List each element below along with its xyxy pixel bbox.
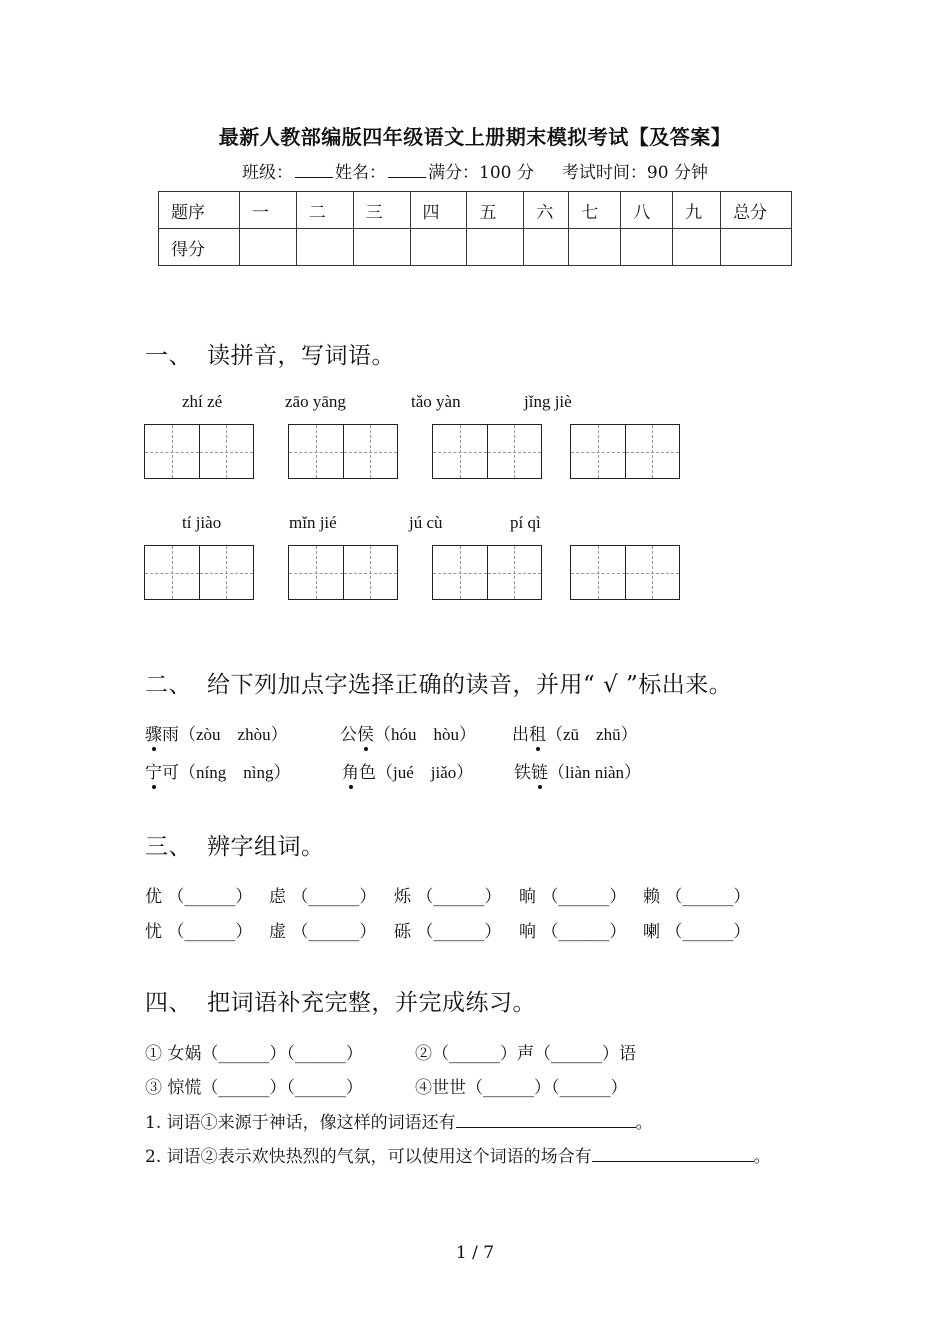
section-number: 四、 (145, 990, 192, 1016)
pinyin-label: zāo yāng (285, 392, 346, 411)
reading-item: 出租（zū zhū） (512, 720, 638, 745)
writing-grid[interactable] (570, 424, 680, 479)
reading-item: 宁可（níng nìng） (145, 758, 290, 783)
score-cell[interactable] (673, 229, 721, 266)
exam-info (0, 158, 950, 183)
word-item[interactable]: 优 （______） (145, 887, 253, 907)
score-cell[interactable] (569, 229, 621, 266)
header-cell: 三 (353, 192, 410, 229)
pinyin-label: mǐn jié (289, 513, 337, 532)
pinyin-label: tí jiào (182, 513, 222, 532)
dotted-char: 侯 (357, 720, 374, 745)
word-item[interactable]: 砾 （______） (394, 922, 502, 942)
reading-item: 公侯（hóu hòu） (340, 720, 476, 745)
word-item[interactable]: 虚 （______） (269, 922, 377, 942)
word-item[interactable]: 虑 （______） (269, 887, 377, 907)
dotted-char: 宁 (145, 758, 162, 783)
exam-time: 考试时间：90 分钟 (561, 163, 708, 183)
score-cell[interactable] (296, 229, 353, 266)
reading-item: 角色（jué jiǎo） (342, 758, 473, 783)
score-cell[interactable] (621, 229, 673, 266)
pinyin-label: jú cù (409, 513, 443, 532)
writing-grid[interactable] (432, 545, 542, 600)
score-cell[interactable] (467, 229, 524, 266)
pinyin-label: zhí zé (182, 392, 223, 411)
pronunciation-options[interactable]: （jué jiǎo） (376, 763, 474, 782)
header-cell: 六 (524, 192, 569, 229)
dotted-char: 链 (531, 758, 548, 783)
score-cell[interactable] (410, 229, 467, 266)
idiom-item[interactable]: ③ 惊慌（______）（______） (145, 1078, 363, 1098)
word-item[interactable]: 响 （______） (519, 922, 627, 942)
header-cell: 二 (296, 192, 353, 229)
header-cell: 八 (621, 192, 673, 229)
writing-grid[interactable] (288, 424, 398, 479)
writing-grid[interactable] (432, 424, 542, 479)
section-number: 二、 (145, 672, 192, 698)
section-title: 给下列加点字选择正确的读音，并用“ √ ”标出来。 (207, 672, 733, 698)
class-label: 班级： (242, 163, 294, 183)
reading-item: 铁链（liàn niàn） (514, 758, 641, 783)
answer-blank[interactable] (456, 1113, 636, 1128)
writing-grid[interactable] (144, 545, 254, 600)
header-cell: 五 (467, 192, 524, 229)
page-title: 最新人教部编版四年级语文上册期末模拟考试【及答案】 (218, 125, 732, 149)
header-cell: 一 (239, 192, 296, 229)
dotted-char: 角 (342, 758, 359, 783)
idiom-item[interactable]: ②（______）声（______）语 (415, 1044, 636, 1064)
section-2-heading (145, 666, 732, 699)
pronunciation-options[interactable]: （zū zhū） (546, 725, 638, 744)
header-cell: 四 (410, 192, 467, 229)
reading-item: 骤雨（zòu zhòu） (145, 720, 288, 745)
writing-grid[interactable] (570, 545, 680, 600)
pinyin-label: pí qì (510, 513, 541, 532)
idiom-item[interactable]: ④世世（______）（______） (415, 1078, 628, 1098)
score-header-row (159, 192, 792, 229)
pinyin-label: tǎo yàn (411, 392, 461, 411)
page-number: 1 / 7 (455, 1243, 495, 1263)
section-number: 一、 (145, 343, 192, 369)
class-blank[interactable] (295, 163, 333, 178)
question-2: 2. 词语②表示欢快热烈的气氛，可以使用这个词语的场合有 。 (145, 1147, 771, 1167)
dotted-char: 骤 (145, 720, 162, 745)
section-title: 辨字组词。 (207, 834, 325, 860)
pronunciation-options[interactable]: （zòu zhòu） (179, 725, 288, 744)
pronunciation-options[interactable]: （liàn niàn） (548, 763, 642, 782)
score-cell[interactable] (239, 229, 296, 266)
score-table (158, 191, 792, 266)
word-item[interactable]: 烁 （______） (394, 887, 502, 907)
section-3-heading (145, 828, 325, 861)
idiom-item[interactable]: ① 女娲（______）（______） (145, 1044, 363, 1064)
word-item[interactable]: 晌 （______） (519, 887, 627, 907)
section-title: 把词语补充完整，并完成练习。 (207, 990, 536, 1016)
pronunciation-options[interactable]: （níng nìng） (179, 763, 291, 782)
header-cell: 总分 (721, 192, 792, 229)
score-cell[interactable] (721, 229, 792, 266)
answer-blank[interactable] (592, 1147, 754, 1162)
name-label: 姓名： (335, 163, 387, 183)
word-item[interactable]: 忧 （______） (145, 922, 253, 942)
full-score: 满分：100 分 (428, 163, 534, 183)
writing-grid[interactable] (144, 424, 254, 479)
score-row (159, 229, 792, 266)
section-1-heading (145, 337, 395, 370)
word-item[interactable]: 赖 （______） (643, 887, 751, 907)
score-cell[interactable] (524, 229, 569, 266)
header-cell: 题序 (159, 192, 240, 229)
question-1: 1. 词语①来源于神话，像这样的词语还有 。 (145, 1113, 653, 1133)
header-cell: 九 (673, 192, 721, 229)
pinyin-label: jǐng jiè (524, 392, 572, 411)
header-cell: 七 (569, 192, 621, 229)
section-4-heading (145, 984, 536, 1017)
writing-grid[interactable] (288, 545, 398, 600)
pronunciation-options[interactable]: （hóu hòu） (374, 725, 476, 744)
score-cell[interactable] (353, 229, 410, 266)
dotted-char: 租 (529, 720, 546, 745)
name-blank[interactable] (388, 163, 426, 178)
section-title: 读拼音，写词语。 (207, 343, 395, 369)
word-item[interactable]: 喇 （______） (643, 922, 751, 942)
score-row-label: 得分 (159, 229, 240, 266)
section-number: 三、 (145, 834, 192, 860)
